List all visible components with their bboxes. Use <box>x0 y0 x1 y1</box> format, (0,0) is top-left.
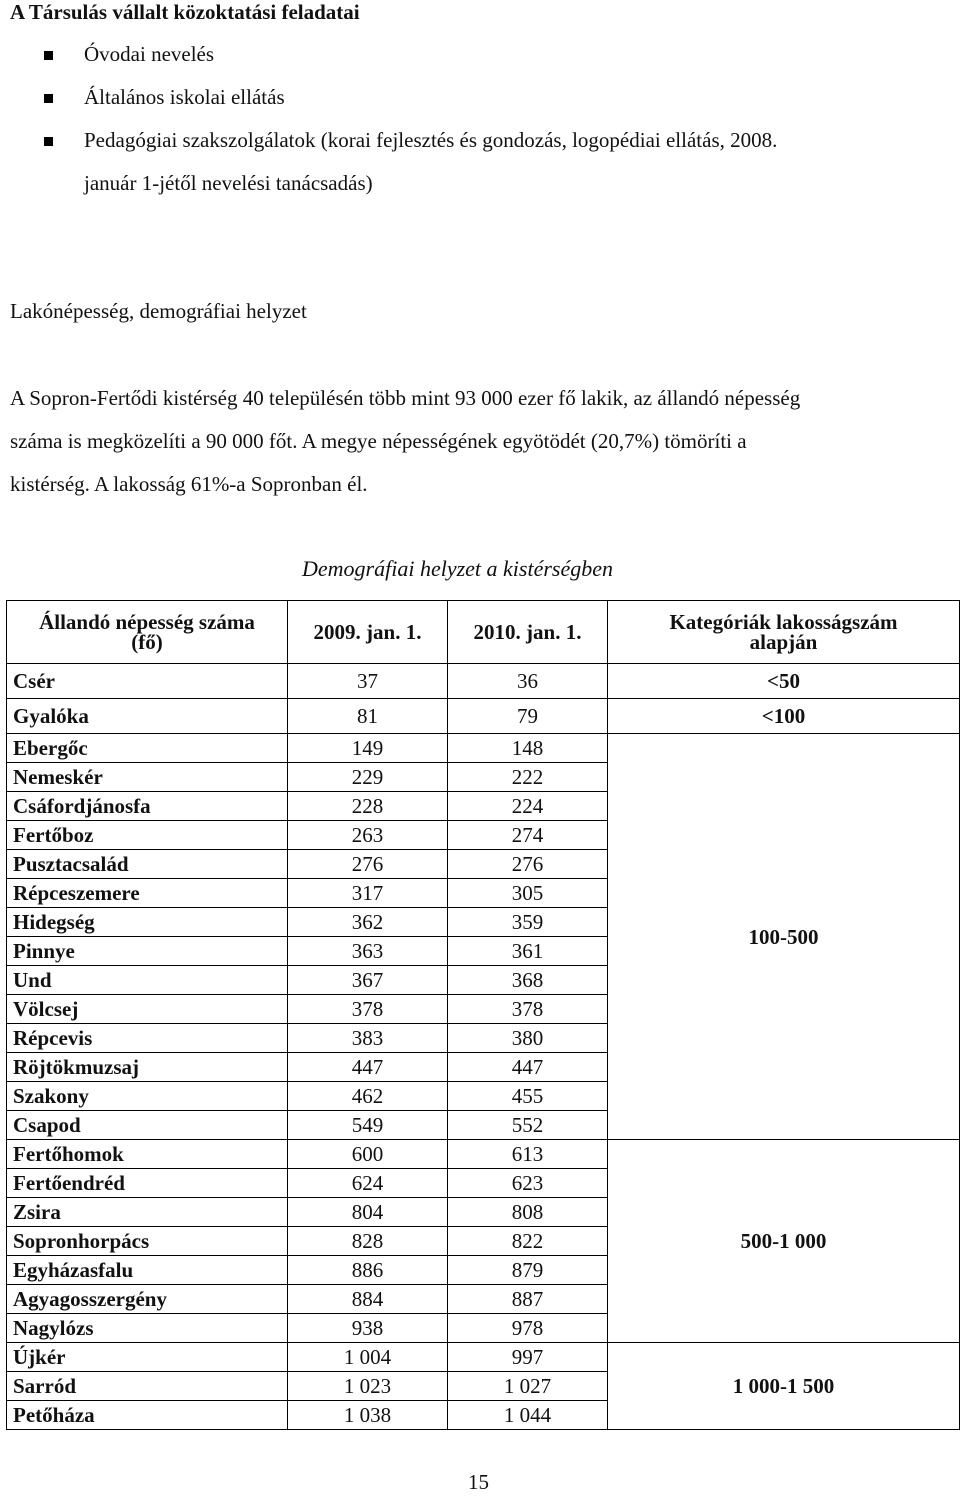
population-2009: 624 <box>288 1169 448 1198</box>
settlement-name: Röjtökmuzsaj <box>7 1053 288 1082</box>
population-2009: 804 <box>288 1198 448 1227</box>
population-2010: 978 <box>448 1314 608 1343</box>
page-number: 15 <box>468 1470 489 1494</box>
population-2009: 229 <box>288 763 448 792</box>
population-2009: 81 <box>288 699 448 734</box>
population-2009: 600 <box>288 1140 448 1169</box>
settlement-name: Zsira <box>7 1198 288 1227</box>
settlement-name: Nemeskér <box>7 763 288 792</box>
header-2009: 2009. jan. 1. <box>288 601 448 664</box>
population-2009: 447 <box>288 1053 448 1082</box>
population-2009: 263 <box>288 821 448 850</box>
population-2010: 1 027 <box>448 1372 608 1401</box>
settlement-name: Ebergőc <box>7 734 288 763</box>
settlement-name: Szakony <box>7 1082 288 1111</box>
settlement-name: Fertőendréd <box>7 1169 288 1198</box>
population-2009: 317 <box>288 879 448 908</box>
paragraph-line: kistérség. A lakosság 61%-a Sopronban él. <box>10 472 368 496</box>
population-2009: 886 <box>288 1256 448 1285</box>
population-2010: 552 <box>448 1111 608 1140</box>
bullet-continuation: január 1-jétől nevelési tanácsadás) <box>84 171 373 195</box>
population-2010: 148 <box>448 734 608 763</box>
settlement-name: Petőháza <box>7 1401 288 1430</box>
population-2010: 613 <box>448 1140 608 1169</box>
category-cell: 1 000-1 500 <box>608 1343 960 1430</box>
population-2009: 378 <box>288 995 448 1024</box>
header-category-line1: Kategóriák lakosságszám <box>669 610 898 634</box>
settlement-name: Répceszemere <box>7 879 288 908</box>
category-cell: 100-500 <box>608 734 960 1140</box>
population-2010: 378 <box>448 995 608 1024</box>
settlement-name: Gyalóka <box>7 699 288 734</box>
header-2010: 2010. jan. 1. <box>448 601 608 664</box>
category-cell: <100 <box>608 699 960 734</box>
header-population-line2: (fő) <box>131 630 163 654</box>
settlement-name: Répcevis <box>7 1024 288 1053</box>
table-row <box>7 1140 960 1169</box>
population-2009: 383 <box>288 1024 448 1053</box>
settlement-name: Csapod <box>7 1111 288 1140</box>
population-2009: 1 004 <box>288 1343 448 1372</box>
population-2009: 1 023 <box>288 1372 448 1401</box>
settlement-name: Sopronhorpács <box>7 1227 288 1256</box>
settlement-name: Pinnye <box>7 937 288 966</box>
population-2010: 623 <box>448 1169 608 1198</box>
settlement-name: Pusztacsalád <box>7 850 288 879</box>
demography-table <box>6 600 960 1430</box>
settlement-name: Sarród <box>7 1372 288 1401</box>
population-2010: 36 <box>448 664 608 699</box>
population-2009: 37 <box>288 664 448 699</box>
settlement-name: Agyagosszergény <box>7 1285 288 1314</box>
population-2009: 367 <box>288 966 448 995</box>
table-row <box>7 664 960 699</box>
population-2009: 228 <box>288 792 448 821</box>
population-2010: 455 <box>448 1082 608 1111</box>
population-2010: 887 <box>448 1285 608 1314</box>
settlement-name: Nagylózs <box>7 1314 288 1343</box>
population-2009: 938 <box>288 1314 448 1343</box>
population-2010: 808 <box>448 1198 608 1227</box>
paragraph-line: száma is megközelíti a 90 000 főt. A megye népességének egyötödét (20,7%) tömöríti a <box>10 429 747 453</box>
header-category-line2: alapján <box>749 630 818 654</box>
population-2010: 879 <box>448 1256 608 1285</box>
table-row <box>7 734 960 763</box>
bullet-text: Óvodai nevelés <box>84 42 215 66</box>
settlement-name: Hidegség <box>7 908 288 937</box>
settlement-name: Fertőboz <box>7 821 288 850</box>
header-category <box>608 601 960 664</box>
page-heading: A Társulás vállalt közoktatási feladatai <box>10 0 360 24</box>
population-2010: 361 <box>448 937 608 966</box>
table-row <box>7 699 960 734</box>
population-2010: 997 <box>448 1343 608 1372</box>
settlement-name: Újkér <box>7 1343 288 1372</box>
population-2010: 359 <box>448 908 608 937</box>
population-2010: 276 <box>448 850 608 879</box>
population-2010: 380 <box>448 1024 608 1053</box>
population-2010: 305 <box>448 879 608 908</box>
settlement-name: Und <box>7 966 288 995</box>
bullet-text: Általános iskolai ellátás <box>84 85 285 109</box>
population-2010: 79 <box>448 699 608 734</box>
settlement-name: Fertőhomok <box>7 1140 288 1169</box>
header-population-line1: Állandó népesség száma <box>39 610 255 634</box>
population-2010: 224 <box>448 792 608 821</box>
settlement-name: Egyházasfalu <box>7 1256 288 1285</box>
population-2010: 222 <box>448 763 608 792</box>
table-caption: Demográfiai helyzet a kistérségben <box>302 556 613 581</box>
category-cell: 500-1 000 <box>608 1140 960 1343</box>
section-title: Lakónépesség, demográfiai helyzet <box>10 299 307 323</box>
square-bullet-icon <box>44 94 53 103</box>
table-row <box>7 1343 960 1372</box>
population-2009: 462 <box>288 1082 448 1111</box>
bullet-text: Pedagógiai szakszolgálatok (korai fejlesztés és gondozás, logopédiai ellátás, 2008. <box>84 128 778 152</box>
header-population <box>7 601 288 664</box>
category-cell: <50 <box>608 664 960 699</box>
population-2009: 828 <box>288 1227 448 1256</box>
square-bullet-icon <box>44 137 53 146</box>
settlement-name: Csáfordjánosfa <box>7 792 288 821</box>
settlement-name: Völcsej <box>7 995 288 1024</box>
population-2010: 447 <box>448 1053 608 1082</box>
population-2009: 884 <box>288 1285 448 1314</box>
population-2010: 274 <box>448 821 608 850</box>
population-2009: 362 <box>288 908 448 937</box>
population-2010: 822 <box>448 1227 608 1256</box>
population-2009: 276 <box>288 850 448 879</box>
population-2009: 149 <box>288 734 448 763</box>
table-header-row <box>7 601 960 664</box>
paragraph-line: A Sopron-Fertődi kistérség 40 településén több mint 93 000 ezer fő lakik, az állandó népesség <box>10 386 801 410</box>
population-2009: 549 <box>288 1111 448 1140</box>
square-bullet-icon <box>44 51 53 60</box>
population-2010: 1 044 <box>448 1401 608 1430</box>
population-2010: 368 <box>448 966 608 995</box>
settlement-name: Csér <box>7 664 288 699</box>
population-2009: 1 038 <box>288 1401 448 1430</box>
population-2009: 363 <box>288 937 448 966</box>
